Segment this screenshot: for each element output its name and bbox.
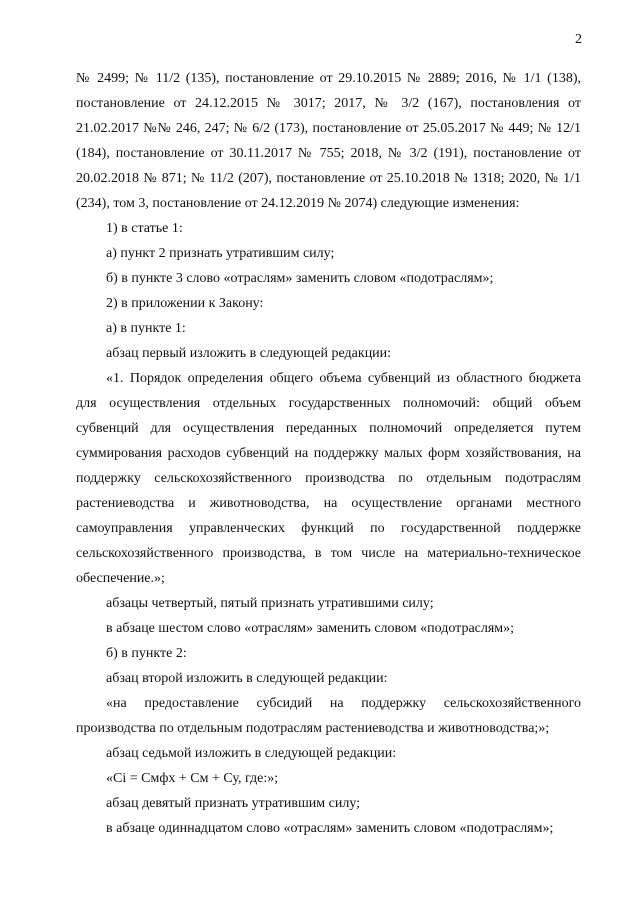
- paragraph-item-1: 1) в статье 1:: [106, 221, 183, 236]
- paragraph-subitem-b-point-2: б) в пункте 2:: [106, 646, 187, 661]
- document-body: [76, 66, 581, 841]
- page-number: 2: [575, 32, 582, 47]
- paragraph-eleventh-abzac: в абзаце одиннадцатом слово «отраслям» заменить словом «подотраслям»;: [106, 821, 554, 836]
- paragraph-second-abzac-instruction: абзац второй изложить в следующей редакции:: [106, 671, 388, 686]
- paragraph-quoted-subsidies: «на предоставление субсидий на поддержку сельскохозяйственного производства по отдельным подотраслям растениеводства и животноводства;»;: [76, 696, 581, 736]
- paragraph-item-2: 2) в приложении к Закону:: [106, 296, 264, 311]
- paragraph-abzac-6: в абзаце шестом слово «отраслям» заменить словом «подотраслям»;: [106, 621, 515, 636]
- paragraph-abzac-4-5: абзацы четвертый, пятый признать утратившими силу;: [106, 596, 434, 611]
- paragraph-formula: «Ci = Смфх + См + Су, где:»;: [106, 771, 279, 786]
- paragraph-subitem-a: а) пункт 2 признать утратившим силу;: [106, 246, 335, 261]
- paragraph-subitem-b: б) в пункте 3 слово «отраслям» заменить словом «подотраслям»;: [106, 271, 494, 286]
- paragraph-seventh-abzac-instruction: абзац седьмой изложить в следующей редакции:: [106, 746, 397, 761]
- paragraph-first-abzac-instruction: абзац первый изложить в следующей редакции:: [106, 346, 392, 361]
- paragraph-ninth-abzac: абзац девятый признать утратившим силу;: [106, 796, 361, 811]
- paragraph-subitem-a-point-1: а) в пункте 1:: [106, 321, 186, 336]
- paragraph-amendment-sources: № 2499; № 11/2 (135), постановление от 29.10.2015 № 2889; 2016, № 1/1 (138), постановление от 24.12.2015 № 3017; 2017, № 3/2 (167), постановления от 21.02.2017 №№ 246, 247; № 6/2 (173), постановление от 25.05.2017 № 449; № 12/1 (184), постановление от 30.11.2017 № 755; 2018, № 3/2 (191), постановление от 20.02.2018 № 871; № 11/2 (207), постановление от 25.10.2018 № 1318; 2020, № 1/1 (234), том 3, постановление от 24.12.2019 № 2074) следующие изменения:: [76, 71, 581, 211]
- paragraph-quoted-new-text: «1. Порядок определения общего объема субвенций из областного бюджета для осуществления отдельных государственных полномочий: общий объем субвенций для осуществления переданных полномочий определяется путем суммирования расходов субвенций на поддержку малых форм хозяйствования, на поддержку сельскохозяйственного производства по отдельным подотраслям растениеводства и животноводства, на осуществление органами местного самоуправления управленческих функций по государственной поддержке сельскохозяйственного производства, в том числе на материально-техническое обеспечение.»;: [76, 371, 581, 586]
